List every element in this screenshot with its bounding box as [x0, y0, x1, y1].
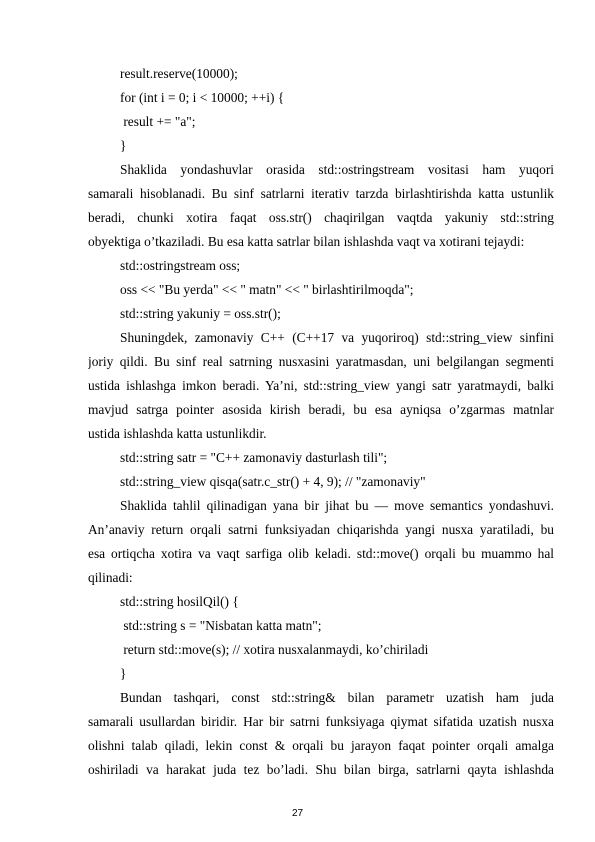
paragraph-line: ustida ishlashga imkon beradi. Ya’ni, std::string_view yangi satr yaratmaydi, balki	[88, 378, 554, 393]
code-line: result.reserve(10000);	[120, 66, 238, 81]
paragraph-line: An’anaviy return orqali satrni funksiyadan chiqarishda yangi nusxa yaratiladi, bu	[88, 522, 554, 537]
paragraph-line: Shaklida tahlil qilinadigan yana bir jihat bu — move semantics yondashuvi.	[120, 498, 554, 513]
paragraph-line: Bundan tashqari, const std::string& bilan parametr uzatish ham juda	[120, 690, 554, 705]
paragraph-line: esa ortiqcha xotira va vaqt sarfiga olib keladi. std::move() orqali bu muammo hal	[88, 546, 554, 561]
code-line: oss << "Bu yerda" << " matn" << " birlashtirilmoqda";	[120, 282, 414, 297]
paragraph-line: samarali hisoblanadi. Bu sinf satrlarni iterativ tarzda birlashtirishda katta ustunlik	[88, 186, 554, 201]
page-number: 27	[291, 808, 304, 819]
paragraph-line: joriy qildi. Bu sinf real satrning nusxasini yaratmasdan, uni belgilangan segmenti	[88, 354, 554, 369]
paragraph-line: ustida ishlashda katta ustunlikdir.	[88, 426, 267, 441]
code-line: std::string satr = "C++ zamonaviy dasturlash tili";	[120, 450, 388, 465]
paragraph-line: samarali usullardan biridir. Har bir satrni funksiyaga qiymat sifatida uzatish nusxa	[88, 714, 554, 729]
code-line: return std::move(s); // xotira nusxalanmaydi, ko’chiriladi	[120, 642, 429, 657]
code-line: for (int i = 0; i < 10000; ++i) {	[120, 90, 285, 105]
paragraph-line: obyektiga o’tkaziladi. Bu esa katta satrlar bilan ishlashda vaqt va xotirani tejaydi:	[88, 234, 525, 249]
code-line: }	[120, 666, 127, 681]
code-line: }	[120, 138, 127, 153]
paragraph-line: mavjud satrga pointer asosida kirish beradi, bu esa ayniqsa o’zgarmas matnlar	[88, 402, 554, 417]
code-line: std::string hosilQil() {	[120, 594, 239, 609]
code-line: std::string yakuniy = oss.str();	[120, 306, 281, 321]
paragraph-line: Shuningdek, zamonaviy C++ (C++17 va yuqoriroq) std::string_view sinfini	[120, 330, 554, 345]
code-line: std::ostringstream oss;	[120, 258, 241, 273]
paragraph-line: oshiriladi va harakat juda tez bo’ladi. Shu bilan birga, satrlarni qayta ishlashda	[88, 762, 554, 777]
code-line: result += "a";	[120, 114, 196, 129]
paragraph-line: Shaklida yondashuvlar orasida std::ostringstream vositasi ham yuqori	[120, 162, 554, 177]
paragraph-line: beradi, chunki xotira faqat oss.str() chaqirilgan vaqtda yakuniy std::string	[88, 210, 554, 225]
paragraph-line: qilinadi:	[88, 570, 133, 585]
code-line: std::string s = "Nisbatan katta matn";	[120, 618, 322, 633]
paragraph-line: olishni talab qiladi, lekin const & orqali bu jarayon faqat pointer orqali amalga	[88, 738, 554, 753]
code-line: std::string_view qisqa(satr.c_str() + 4, 9); // "zamonaviy"	[120, 474, 426, 489]
